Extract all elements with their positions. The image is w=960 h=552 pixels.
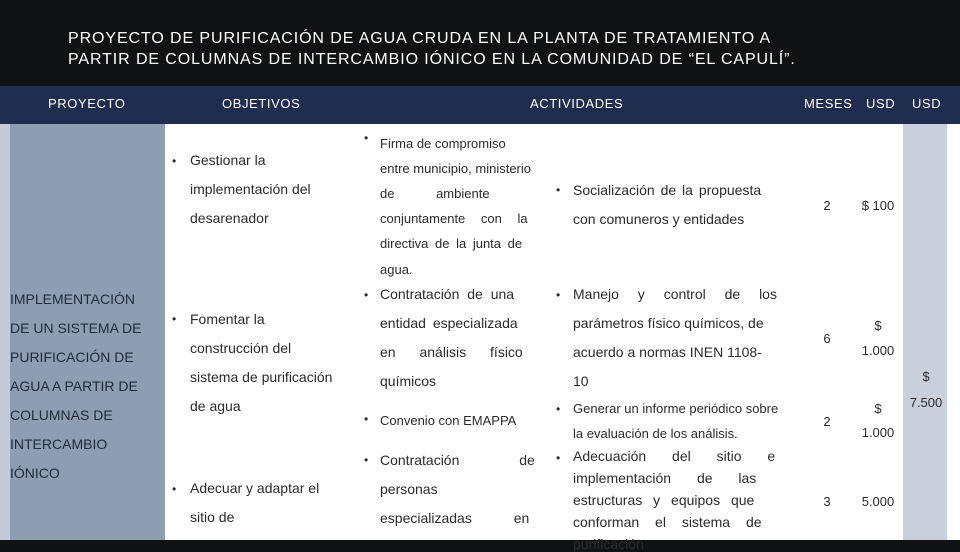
actividad-line: parámetros físico químicos, de	[573, 315, 764, 331]
header-meses: MESES	[804, 96, 853, 111]
actividad-line: Adecuación del sitio e	[573, 448, 776, 464]
usd-value: $	[874, 401, 882, 416]
bullet: •	[172, 312, 177, 326]
meses-value: 3	[823, 494, 831, 509]
actividad-line: Generar un informe periódico sobre	[573, 401, 779, 416]
bullet: •	[172, 482, 177, 496]
proyecto-line: DE UN SISTEMA DE	[10, 320, 142, 336]
objetivo-line: sistema de purificación	[190, 369, 333, 385]
bullet: •	[364, 412, 369, 426]
actividad-line: en análisis físico	[380, 344, 523, 360]
usd-value: $ 100	[861, 198, 895, 213]
slide-title-line-1: PROYECTO DE PURIFICACIÓN DE AGUA CRUDA EN LA PLANTA DE TRATAMIENTO A	[68, 30, 772, 47]
actividad-line	[380, 136, 543, 151]
objetivo-line: sitio de	[190, 509, 235, 525]
actividad-line: implementación de las	[573, 470, 757, 486]
actividad-line: 10	[573, 373, 589, 389]
objetivo-line: construcción del	[190, 340, 292, 356]
usd-total-symbol: $	[922, 369, 930, 384]
right-edge-white	[947, 124, 960, 540]
objetivo-line: de agua	[190, 398, 241, 414]
usd-value: $	[874, 318, 882, 333]
objetivo-line: Gestionar la	[190, 152, 266, 168]
actividad-line: con comuneros y entidades	[573, 211, 745, 227]
objetivo-line: Fomentar la	[190, 311, 265, 327]
proyecto-line: IMPLEMENTACIÓN	[10, 291, 135, 307]
slide-title-line-2: PARTIR DE COLUMNAS DE INTERCAMBIO IÓNICO EN LA COMUNIDAD DE “EL CAPULÍ”.	[68, 51, 796, 68]
usd-value: 5.000	[861, 494, 895, 509]
actividad-line: purificación	[573, 536, 644, 552]
proyecto-line: INTERCAMBIO	[10, 436, 108, 452]
proyecto-line: IÓNICO	[10, 465, 60, 481]
actividad-line: de ambiente	[380, 186, 490, 201]
bullet: •	[172, 154, 177, 168]
header-proyecto: PROYECTO	[48, 96, 126, 111]
proyecto-line: PURIFICACIÓN DE	[10, 349, 134, 365]
objetivo-line: desarenador	[190, 210, 269, 226]
meses-value: 2	[823, 198, 831, 213]
actividad-line: directiva de la junta de	[380, 236, 523, 251]
bullet: •	[364, 288, 369, 302]
bullet: •	[556, 402, 561, 416]
meses-value: 2	[823, 414, 831, 429]
actividad-line: Convenio con EMAPPA	[380, 413, 517, 428]
header-objetivos: OBJETIVOS	[222, 96, 301, 111]
project-table	[0, 86, 960, 552]
actividad-line: acuerdo a normas INEN 1108-	[573, 344, 762, 360]
actividad-line: Contratación de una	[380, 286, 515, 302]
objetivo-line: implementación del	[190, 181, 311, 197]
actividad-line: Manejo y control de los	[573, 286, 777, 302]
proyecto-line: AGUA A PARTIR DE	[10, 378, 138, 394]
proyecto-line: COLUMNAS DE	[10, 407, 113, 423]
actividad-line: estructuras y equipos que	[573, 492, 755, 508]
bullet: •	[556, 183, 561, 197]
actividad-text: Firma de compromiso	[380, 136, 506, 151]
header-actividades: ACTIVIDADES	[530, 96, 624, 111]
actividad-line: químicos	[380, 373, 437, 389]
bullet: •	[556, 288, 561, 302]
meses-value: 6	[823, 331, 831, 346]
actividad-line: Socialización de la propuesta	[573, 182, 762, 198]
bullet: •	[364, 453, 369, 467]
objetivo-line: Adecuar y adaptar el	[190, 480, 320, 496]
actividad-line: especializadas en	[380, 510, 530, 526]
left-edge	[0, 124, 10, 540]
usd-value: 1.000	[861, 343, 895, 358]
header-usd-total: USD	[912, 96, 942, 111]
usd-value: 1.000	[861, 425, 895, 440]
actividad-line: la evaluación de los análisis.	[573, 426, 738, 441]
actividad-line: Contratación de	[380, 452, 535, 468]
slide-title	[68, 28, 908, 70]
actividad-line: conforman el sistema de	[573, 514, 762, 530]
header-usd: USD	[866, 96, 896, 111]
actividad-line: entidad especializada	[380, 315, 518, 331]
actividad-line: conjuntamente con la	[380, 211, 528, 226]
usd-total-value: 7.500	[909, 395, 943, 410]
actividad-line: entre municipio, ministerio	[380, 161, 532, 176]
bullet: •	[364, 131, 369, 145]
bullet: •	[556, 451, 561, 465]
actividad-line: personas	[380, 481, 438, 497]
actividad-line: agua.	[380, 262, 413, 277]
